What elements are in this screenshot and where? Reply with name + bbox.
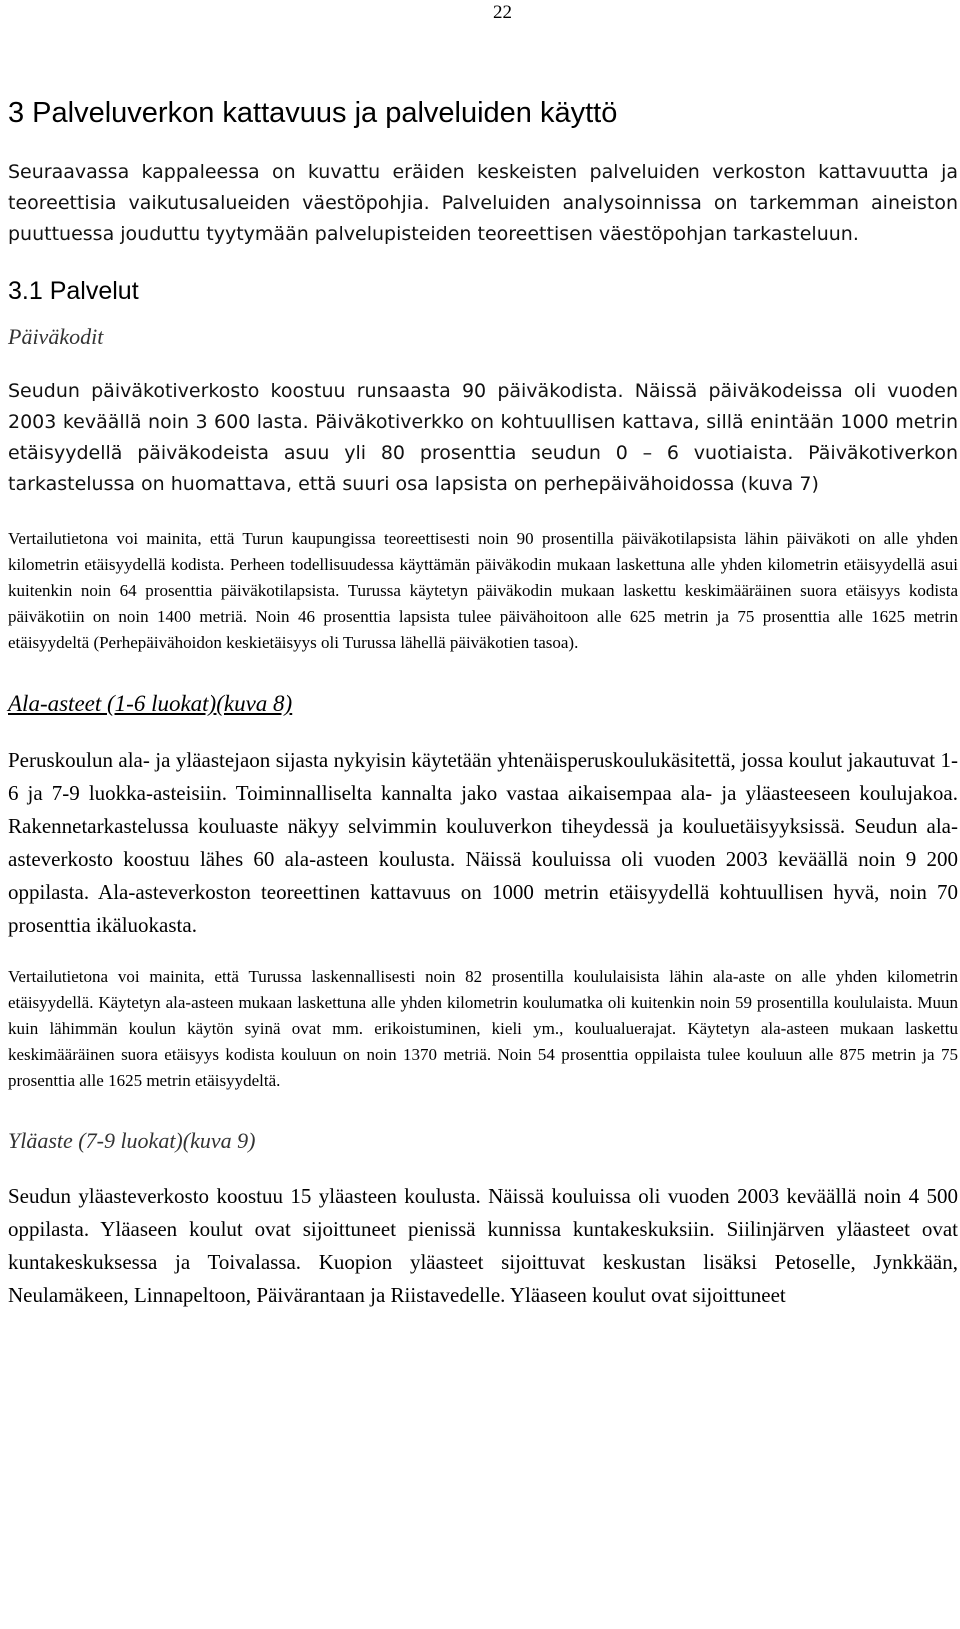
page-number: 22 — [493, 2, 512, 23]
chapter-title: 3 Palveluverkon kattavuus ja palveluiden käyttö — [8, 97, 618, 129]
section-title: 3.1 Palvelut — [8, 276, 139, 305]
ylaaste-heading: Yläaste (7-9 luokat)(kuva 9) — [8, 1127, 256, 1153]
paivakodit-comparison-paragraph: Vertailutietona voi mainita, että Turun kaupungissa teoreettisesti noin 90 prosentilla päiväkotilapsista lähin päiväkoti on alle yhden kilometrin etäisyydellä kodista. Perheen todellisuudessa käyttämän päiväkodin mukaan laskettuna alle yhden kilometrin etäisyydellä asui kuitenkin noin 64 prosenttia päiväkotilapsista. Turussa käytetyn päiväkodin mukaan laskettu keskimääräinen suora etäisyys kodista päiväkotiin on noin 1400 metriä. Noin 46 prosenttia lapsista tulee päivähoitoon alle 625 metrin ja 75 prosenttia alle 1625 metrin etäisyydeltä (Perhepäivähoidon keskietäisyys oli Turussa lähellä päiväkotien tasoa). — [8, 529, 958, 653]
ylaaste-paragraph: Seudun yläasteverkosto koostuu 15 yläasteen koulusta. Näissä kouluissa oli vuoden 2003 keväällä noin 4 500 oppilasta. Yläaseen koulut ovat sijoittuneet pienissä kunnissa kuntakeskuksiin. Siilinjärven yläasteet ovat kuntakeskuksessa ja Toivalassa. Kuopion yläasteet sijoittuvat keskustan lisäksi Petoselle, Jynkkään, Neulamäkeen, Linnapeltoon, Päivärantaan ja Riistavedelle. Yläaseen koulut ovat sijoittuneet — [8, 1184, 958, 1308]
ala-asteet-paragraph: Peruskoulun ala- ja yläastejaon sijasta nykyisin käytetään yhtenäisperuskoulukäsitettä, jossa koulut jakautuvat 1-6 ja 7-9 luokka-asteisiin. Toiminnalliselta kannalta jako vastaa aikaisempaa ala- ja yläasteeseen koulujakoa. Rakennetarkastelussa kouluaste näkyy selvimmin kouluverkon tiheydessä ja kouluetäisyyksissä. Seudun ala-asteverkosto koostuu lähes 60 ala-asteen koulusta. Näissä kouluissa oli vuoden 2003 keväällä noin 9 200 oppilasta. Ala-asteverkoston teoreettinen kattavuus on 1000 metrin etäisyydellä kohtuullisen hyvä, noin 70 prosenttia ikäluokasta. — [8, 747, 958, 937]
paivakodit-heading: Päiväkodit — [8, 323, 104, 349]
ala-asteet-comparison-paragraph: Vertailutietona voi mainita, että Turussa laskennallisesti noin 82 prosentilla koululaisista lähin ala-aste on alle yhden kilometrin etäisyydellä. Käytetyn ala-asteen mukaan laskettuna alle yhden kilometrin koulumatka oli kuitenkin noin 59 prosentilla koululaista. Muun kuin lähimmän koulun käytön syinä ovat mm. erikoistuminen, kieli ym., koulualuerajat. Käytetyn ala-asteen mukaan laskettu keskimääräinen suora etäisyys kodista kouluun on noin 1370 metriä. Noin 54 prosenttia oppilaista tulee kouluun alle 875 metrin ja 75 prosenttia alle 1625 metrin etäisyydeltä. — [8, 966, 958, 1090]
intro-paragraph: Seuraavassa kappaleessa on kuvattu eräiden keskeisten palveluiden verkoston kattavuutta ja teoreettisia vaikutusalueiden väestöpohjia. Palveluiden analysoinnissa on tarkemman aineiston puuttuessa jouduttu tyytymään palvelupisteiden teoreettisen väestöpohjan tarkasteluun. — [8, 160, 958, 245]
ala-asteet-heading: Ala-asteet (1-6 luokat)(kuva 8) — [8, 691, 293, 717]
paivakodit-paragraph: Seudun päiväkotiverkosto koostuu runsaasta 90 päiväkodista. Näissä päiväkodeissa oli vuoden 2003 keväällä noin 3 600 lasta. Päiväkotiverkko on kohtuullisen kattava, sillä enintään 1000 metrin etäisyydellä päiväkodeista asuu yli 80 prosenttia seudun 0 – 6 vuotiaista. Päiväkotiverkon tarkastelussa on huomattava, että suuri osa lapsista on perhepäivähoidossa (kuva 7) — [8, 380, 958, 496]
page-content — [8, 96, 958, 1334]
